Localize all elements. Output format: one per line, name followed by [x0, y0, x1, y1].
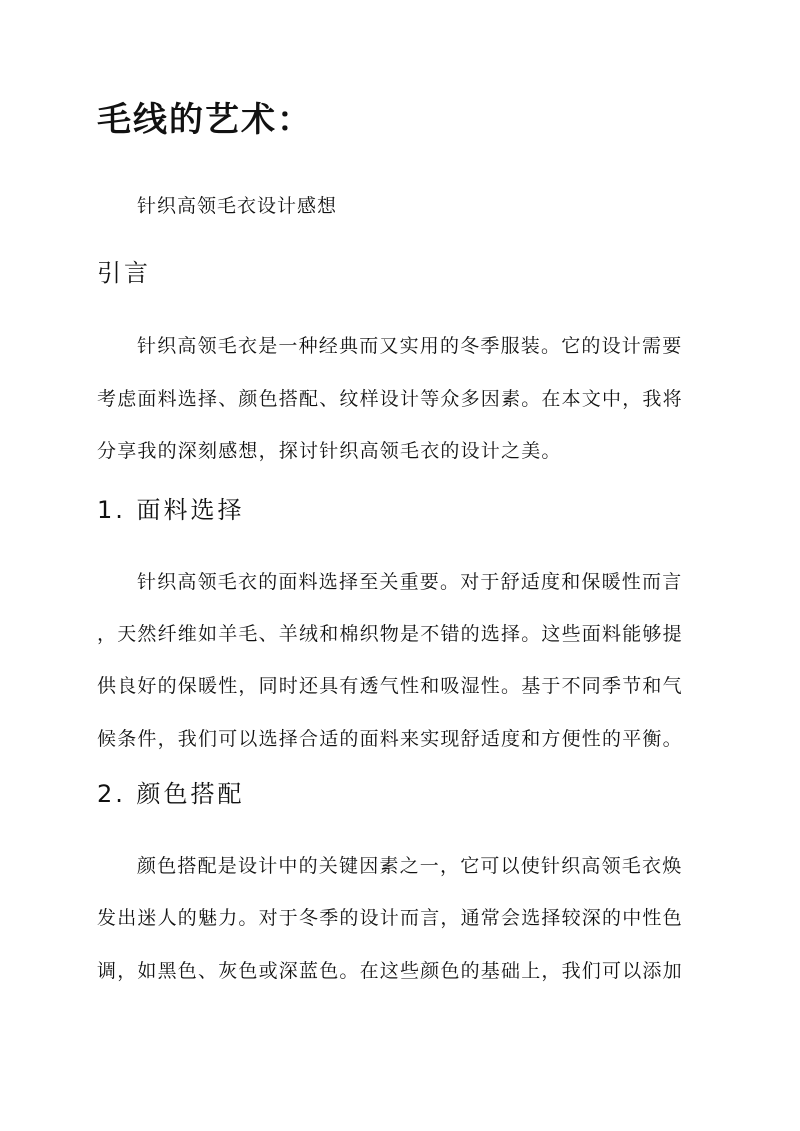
- paragraph-line: 考虑面料选择、颜色搭配、纹样设计等众多因素。在本文中，我将: [97, 388, 683, 410]
- paragraph-line: ，天然纤维如羊毛、羊绒和棉织物是不错的选择。这些面料能够提: [97, 623, 683, 645]
- paragraph-line: 供良好的保暖性，同时还具有透气性和吸湿性。基于不同季节和气: [97, 675, 683, 697]
- paragraph-line: 针织高领毛衣的面料选择至关重要。对于舒适度和保暖性而言: [137, 571, 683, 593]
- paragraph-line: 针织高领毛衣是一种经典而又实用的冬季服装。它的设计需要: [137, 335, 683, 357]
- document-title: 毛线的艺术：: [97, 100, 313, 140]
- paragraph-line: 颜色搭配是设计中的关键因素之一，它可以使针织高领毛衣焕: [137, 855, 683, 877]
- section-heading-fabric-selection: 1. 面料选择: [97, 496, 245, 524]
- paragraph-line: 调，如黑色、灰色或深蓝色。在这些颜色的基础上，我们可以添加: [97, 960, 683, 982]
- paragraph-line: 发出迷人的魅力。对于冬季的设计而言，通常会选择较深的中性色: [97, 907, 683, 929]
- color-matching-paragraph: [97, 848, 707, 989]
- paragraph-line: 分享我的深刻感想，探讨针织高领毛衣的设计之美。: [97, 440, 562, 462]
- paragraph-line: 候条件，我们可以选择合适的面料来实现舒适度和方便性的平衡。: [97, 728, 683, 750]
- fabric-selection-paragraph: [97, 564, 707, 757]
- introduction-paragraph: [97, 328, 707, 469]
- section-heading-introduction: 引言: [97, 259, 151, 287]
- section-heading-color-matching: 2. 颜色搭配: [97, 780, 245, 808]
- document-subtitle: 针织高领毛衣设计感想: [137, 195, 338, 217]
